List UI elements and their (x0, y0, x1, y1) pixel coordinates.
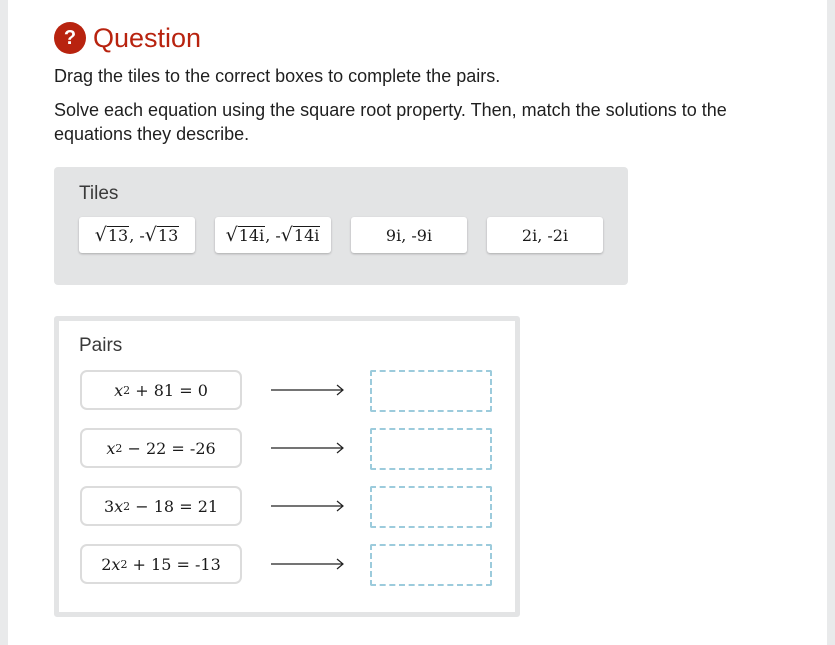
radical-sign: √ (280, 223, 293, 246)
tile-9i[interactable]: 9i, -9i (351, 217, 467, 253)
eq-rhs: 0 (197, 380, 208, 400)
eq-coef: 2 (101, 554, 112, 574)
eq-constant: 22 (145, 438, 167, 458)
eq-rhs: -13 (195, 554, 221, 574)
eq-exponent: 2 (120, 557, 128, 571)
equation-box-4 (80, 544, 242, 584)
sqrt-expression (280, 223, 321, 246)
eq-var: x (106, 438, 116, 458)
eq-exponent: 2 (123, 383, 131, 397)
eq-rhs: 21 (197, 496, 219, 516)
eq-constant: 81 (153, 380, 175, 400)
equation-box-1 (80, 370, 242, 410)
radical-sign: √ (225, 223, 238, 246)
eq-var: x (114, 496, 124, 516)
eq-operator: + (135, 380, 149, 400)
eq-operator: − (135, 496, 149, 516)
eq-equals: = (179, 380, 193, 400)
pairs-label: Pairs (79, 335, 123, 356)
drop-zone-4[interactable] (370, 544, 492, 586)
question-circle-icon: ? (54, 22, 86, 54)
eq-constant: 18 (153, 496, 175, 516)
equation-box-3 (80, 486, 242, 526)
tile-sqrt14i[interactable] (215, 217, 331, 253)
sqrt-expression (94, 223, 129, 246)
radicand: 13 (157, 225, 179, 245)
tile-separator: , - (265, 225, 281, 245)
radical-sign: √ (144, 223, 157, 246)
tile-sqrt13[interactable] (79, 217, 195, 253)
eq-exponent: 2 (115, 441, 123, 455)
eq-operator: − (127, 438, 141, 458)
question-page (8, 0, 827, 645)
tile-2i[interactable]: 2i, -2i (487, 217, 603, 253)
radical-sign: √ (94, 223, 107, 246)
eq-coef: 3 (103, 496, 115, 516)
pairs-panel (54, 316, 520, 617)
sqrt-expression (144, 223, 179, 246)
instruction-solve: Solve each equation using the square root property. Then, match the solutions to the equations they describe. (54, 100, 727, 144)
drop-zone-3[interactable] (370, 486, 492, 528)
drop-zone-1[interactable] (370, 370, 492, 412)
eq-equals: = (171, 438, 185, 458)
drop-zone-2[interactable] (370, 428, 492, 470)
radicand: 14i (293, 225, 320, 245)
radicand: 14i (238, 225, 265, 245)
instruction-drag: Drag the tiles to the correct boxes to complete the pairs. (54, 66, 501, 86)
eq-var: x (114, 380, 124, 400)
radicand: 13 (107, 225, 129, 245)
right-arrow-icon (271, 384, 345, 396)
tiles-panel (54, 167, 628, 285)
eq-exponent: 2 (123, 499, 131, 513)
right-arrow-icon (271, 500, 345, 512)
equation-box-2 (80, 428, 242, 468)
eq-operator: + (132, 554, 146, 574)
tile-separator: , - (129, 225, 145, 245)
eq-rhs: -26 (189, 438, 216, 458)
question-title: Question (93, 22, 202, 53)
right-arrow-icon (271, 558, 345, 570)
eq-constant: 15 (151, 554, 172, 574)
eq-var: x (111, 554, 121, 574)
eq-equals: = (176, 554, 190, 574)
right-arrow-icon (271, 442, 345, 454)
eq-equals: = (179, 496, 193, 516)
tiles-label: Tiles (79, 183, 119, 204)
sqrt-expression (225, 223, 266, 246)
question-header (54, 22, 201, 54)
